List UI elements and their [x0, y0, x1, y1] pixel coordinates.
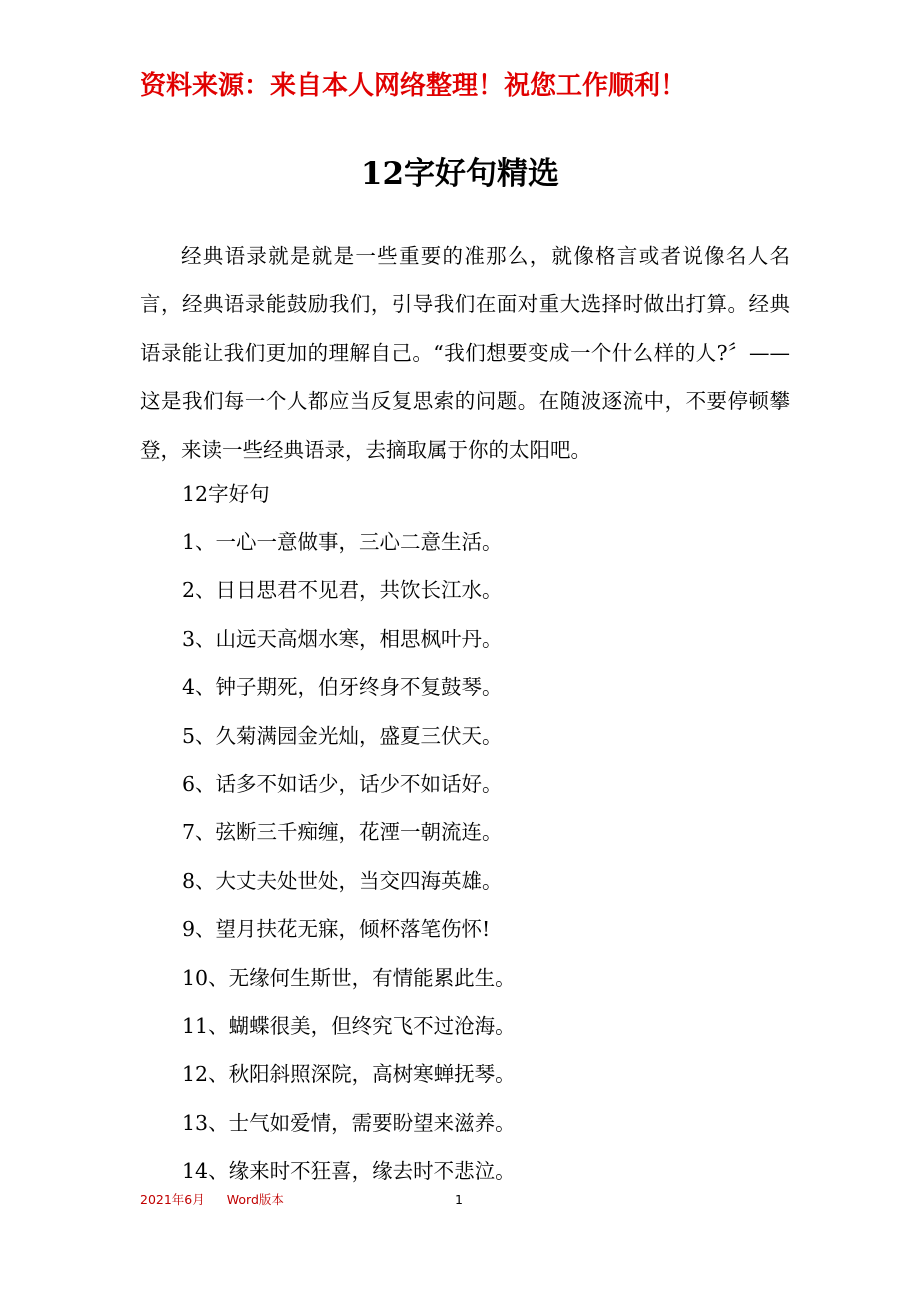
list-item: 10、无缘何生斯世，有情能累此生。 [182, 965, 516, 990]
list-item: 5、久菊满园金光灿，盛夏三伏天。 [182, 723, 503, 748]
list-item: 6、话多不如话少，话少不如话好。 [182, 771, 503, 796]
list-item: 1、一心一意做事，三心二意生活。 [182, 530, 503, 554]
list-item: 7、弦断三千痴缠，花湮一朝流连。 [182, 820, 503, 845]
list-item: 11、蝴蝶很美，但终究飞不过沧海。 [182, 1013, 516, 1038]
source-banner: 资料来源：来自本人网络整理！祝您工作顺利！ [140, 71, 687, 101]
section-label: 12字好句 [182, 482, 270, 506]
list-item: 8、大丈夫处世处，当交四海英雄。 [182, 868, 503, 893]
list-item: 13、士气如爱情，需要盼望来滋养。 [182, 1110, 516, 1135]
intro-paragraph: 经典语录就是就是一些重要的准那么，就像格言或者说像名人名言，经典语录能鼓励我们，引导我们在面对重大选择时做出打算。经典语录能让我们更加的理解自己。“我们想要变成一个什么样的人?〞——这是我们每一个人都应当反复思索的问题。在随波逐流中，不要停顿攀登，来读一些经典语录，去摘取属于你的太阳吧。 [140, 244, 790, 462]
list-item: 12、秋阳斜照深院，高树寒蝉抚琴。 [182, 1062, 516, 1087]
list-item: 14、缘来时不狂喜，缘去时不悲泣。 [182, 1159, 516, 1184]
list-item: 9、望月扶花无寐，倾杯落笔伤怀! [182, 917, 491, 942]
sentence-list [182, 518, 516, 1195]
document-title: 12字好句精选 [360, 156, 560, 192]
footer-date: 2021年6月 [140, 1192, 205, 1207]
page-footer [140, 1190, 284, 1210]
list-item: 3、山远天高烟水寒，相思枫叶丹。 [182, 626, 503, 651]
list-item: 2、日日思君不见君，共饮长江水。 [182, 578, 503, 603]
list-item: 4、钟子期死，伯牙终身不复鼓琴。 [182, 675, 503, 700]
page-number: 1 [455, 1192, 463, 1207]
footer-version: Word版本 [226, 1192, 284, 1207]
